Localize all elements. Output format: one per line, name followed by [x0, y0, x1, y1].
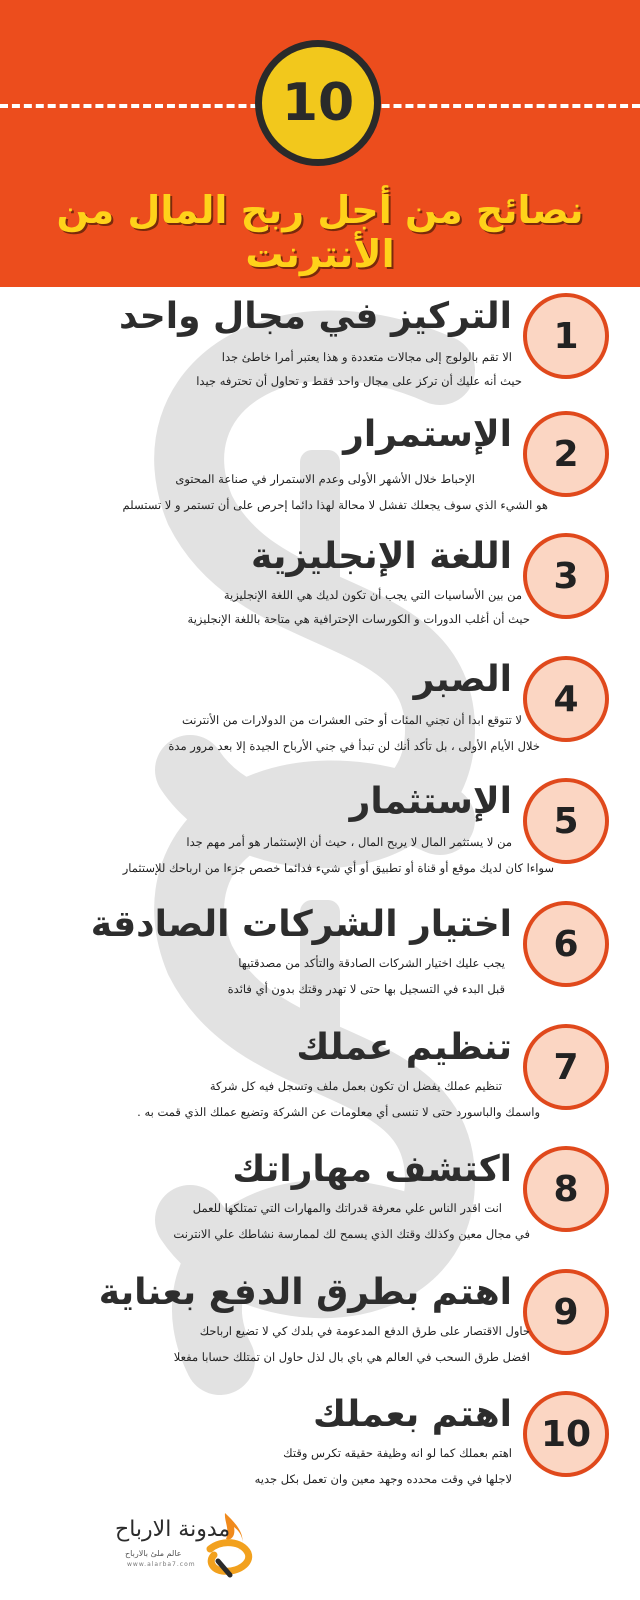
tip-item-7 — [0, 1024, 640, 1144]
tip-number-badge: 7 — [523, 1024, 609, 1110]
tip-text-line: في مجال معين وكذلك وقتك الذي يسمح لك لممارسة نشاطك علي الانترنت — [173, 1227, 530, 1241]
header-number-badge: 10 — [255, 40, 381, 166]
tip-title: تنظيم عملك — [296, 1027, 512, 1068]
logo-tagline: عالم ملئ بالارباح — [125, 1549, 182, 1558]
tip-text-line: انت اقدر الناس علي معرفة قدراتك والمهارات التي تمتلكها للعمل — [192, 1201, 502, 1215]
tip-item-10 — [0, 1391, 640, 1511]
tip-title: اهتم بعملك — [313, 1394, 512, 1435]
tip-text-line: تنظيم عملك يفضل ان تكون بعمل ملف وتسجل فيه كل شركة — [209, 1079, 502, 1093]
tip-text-line: حاول الاقتصار على طرق الدفع المدعومة في بلدك كي لا تضيع ارباحك — [199, 1324, 530, 1338]
tip-text-line: قبل البدء في التسجيل بها حتى لا تهدر وقتك بدون أي فائدة — [227, 982, 505, 996]
tip-item-8 — [0, 1146, 640, 1266]
logo-name: مدونة الارباح — [115, 1517, 231, 1542]
tip-text-line: حيث أنه عليك أن تركز على مجال واحد فقط و تحاول أن تحترفه جيدا — [196, 374, 522, 388]
tip-title: الصبر — [413, 659, 512, 700]
tip-text-line: الا تقم بالولوج إلى مجالات متعددة و هذا يعتبر أمرا خاطئ جدا — [221, 350, 512, 364]
tip-text-line: من بين الأساسيات التي يجب أن تكون لديك هي اللغة الإنجليزية — [223, 588, 522, 602]
tip-number-badge: 9 — [523, 1269, 609, 1355]
tip-number-badge: 8 — [523, 1146, 609, 1232]
tip-text-line: حيث أن أغلب الدورات و الكورسات الإحترافية هي متاحة باللغة الإنجليزية — [187, 612, 530, 626]
tip-number-badge: 5 — [523, 778, 609, 864]
tip-text-line: افضل طرق السحب في العالم هي باي بال لذل حاول ان تمتلك حسابا مفعلا — [173, 1350, 530, 1364]
page-title: نصائح من أجل ربح المال من الأنترنت — [56, 188, 584, 276]
tip-item-1 — [0, 293, 640, 413]
tip-item-5 — [0, 778, 640, 898]
tip-title: اهتم بطرق الدفع بعناية — [98, 1272, 512, 1313]
tip-number-badge: 2 — [523, 411, 609, 497]
tip-title: اكتشف مهاراتك — [232, 1149, 512, 1190]
tip-title: اختيار الشركات الصادقة — [90, 904, 512, 945]
tip-number-badge: 6 — [523, 901, 609, 987]
tip-text-line: لا تتوقع ابدا أن تجني المئات أو حتى العشرات من الدولارات من الأنترنت — [181, 713, 522, 727]
tip-text-line: الإحباط خلال الأشهر الأولى وعدم الاستمرار في صناعة المحتوى — [175, 472, 475, 486]
tip-item-2 — [0, 411, 640, 531]
tip-number-badge: 1 — [523, 293, 609, 379]
tip-number-badge: 10 — [523, 1391, 609, 1477]
tip-title: الإستمرار — [343, 414, 512, 455]
tip-title: اللغة الإنجليزية — [251, 536, 512, 577]
tip-item-9 — [0, 1269, 640, 1389]
tip-number-badge: 4 — [523, 656, 609, 742]
tip-text-line: واسمك والباسورد حتى لا تنسى أي معلومات عن الشركة وتضيع عملك الذي قمت به . — [137, 1105, 540, 1119]
brand-logo — [45, 1515, 245, 1585]
tip-title: التركيز في مجال واحد — [118, 296, 512, 337]
tip-item-4 — [0, 656, 640, 776]
tip-text-line: خلال الأيام الأولى ، بل تأكد أنك لن تبدأ في جني الأرباح الجيدة إلا بعد مرور مدة — [168, 739, 540, 753]
tip-item-6 — [0, 901, 640, 1021]
tip-text-line: اهتم بعملك كما لو انه وظيفة حقيقه تكرس وقتك — [283, 1446, 512, 1460]
tip-title: الإستثمار — [349, 781, 512, 822]
header-banner — [0, 0, 640, 287]
tip-text-line: لاجلها في وقت محدده وجهد معين وان تعمل بكل جديه — [254, 1472, 512, 1486]
tip-text-line: من لا يستثمر المال لا يربح المال ، حيث أن الإستثمار هو أمر مهم جدا — [186, 835, 512, 849]
tip-item-3 — [0, 533, 640, 653]
tip-text-line: سواءا كان لديك موقع أو قناة أو تطبيق أو أي شيء فدائما خصص جزءا من ارباحك للإستثمار — [122, 861, 554, 875]
tip-text-line: هو الشيء الذي سوف يجعلك تفشل لا محالة لهذا دائما إحرص على أن تستمر و لا تستسلم — [122, 498, 548, 512]
tip-text-line: يجب عليك اختيار الشركات الصادقة والتأكد من مصدقتيها — [238, 956, 505, 970]
logo-url: www.alarba7.com — [127, 1561, 196, 1568]
tip-number-badge: 3 — [523, 533, 609, 619]
